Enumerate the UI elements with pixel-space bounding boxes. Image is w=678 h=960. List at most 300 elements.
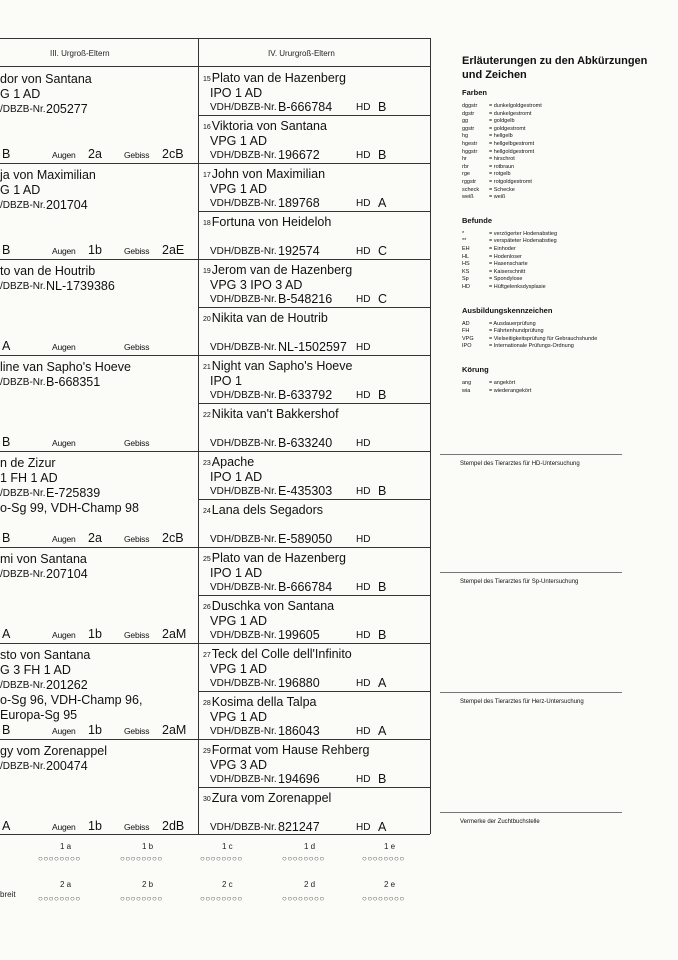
row-divider bbox=[198, 787, 430, 788]
ancestor-name: $^{25}$Plato van de Hazenberg bbox=[203, 551, 346, 565]
bite-label: 1 c bbox=[222, 842, 233, 851]
legend-row bbox=[462, 133, 513, 140]
ancestor-name: $^{15}$Plato van de Hazenberg bbox=[203, 71, 346, 85]
hd-grade: A bbox=[2, 627, 11, 641]
gebiss-label: Gebiss bbox=[124, 822, 150, 832]
ancestor-number: 18 bbox=[203, 220, 211, 227]
legend-row bbox=[462, 284, 546, 291]
registration-label: VDH/DBZB-Nr. bbox=[210, 726, 277, 737]
stamp-line bbox=[440, 692, 622, 693]
hd-grade: B bbox=[2, 723, 11, 737]
registration-number: E-435303 bbox=[278, 484, 333, 498]
bite-label: 2 e bbox=[384, 880, 396, 889]
col4-header: IV. Ururgroß-Eltern bbox=[268, 49, 335, 58]
ancestor-name: $^{29}$Format vom Hause Rehberg bbox=[203, 743, 370, 757]
legend-value: = Ausdauerprüfung bbox=[489, 320, 536, 327]
gebiss-value: 2aM bbox=[162, 723, 187, 737]
augen-label: Augen bbox=[52, 246, 76, 256]
registration-number: B-633240 bbox=[278, 436, 333, 450]
hd-grade: B bbox=[378, 580, 387, 594]
ancestor-name: n de Zizur bbox=[0, 456, 56, 470]
registration-number: E-725839 bbox=[46, 486, 101, 500]
bite-row-label: breit bbox=[0, 890, 16, 899]
row-divider bbox=[198, 691, 430, 692]
hd-label: HD bbox=[356, 630, 371, 641]
legend-value: = Vielseitigkeitsprüfung für Gebrauchshunde bbox=[489, 335, 598, 342]
legend-row bbox=[462, 194, 505, 201]
legend-value: = Fährtenhundprüfung bbox=[489, 328, 544, 335]
legend-value: = Hodenloser bbox=[489, 253, 522, 260]
legend-value: = Einhoder bbox=[489, 246, 516, 252]
registration-number: B-548216 bbox=[278, 292, 333, 306]
row-divider bbox=[198, 259, 430, 260]
legend-row bbox=[462, 343, 574, 350]
ancestor-number: 28 bbox=[203, 700, 211, 707]
legend-row bbox=[462, 336, 597, 343]
ancestor-title: VPG 3 IPO 3 AD bbox=[210, 278, 303, 292]
legend-value: = verspäteter Hodenabstieg bbox=[489, 238, 557, 245]
gebiss-label: Gebiss bbox=[124, 150, 150, 160]
column-divider bbox=[198, 38, 199, 834]
legend-key: KS bbox=[462, 268, 470, 275]
legend-value: = dunkelgestromt bbox=[489, 110, 532, 117]
legend-row bbox=[462, 118, 515, 125]
ancestor-name: $^{27}$Teck del Colle dell'Infinito bbox=[203, 647, 352, 661]
legend-key: HL bbox=[462, 253, 470, 260]
legend-key: HD bbox=[462, 284, 470, 290]
augen-label: Augen bbox=[52, 342, 76, 352]
augen-value: 1b bbox=[88, 819, 102, 833]
ancestor-name: dor von Santana bbox=[0, 72, 92, 86]
augen-value: 2a bbox=[88, 147, 102, 161]
legend-section-heading: Körung bbox=[462, 365, 489, 374]
row-divider bbox=[0, 643, 198, 644]
hd-label: HD bbox=[356, 678, 371, 689]
ancestor-number: 22 bbox=[203, 412, 211, 419]
ancestor-name: $^{23}$Apache bbox=[203, 455, 255, 469]
ancestor-number: 17 bbox=[203, 172, 211, 179]
ancestor-number: 15 bbox=[203, 76, 211, 83]
bite-dots: ○○○○○○○○ bbox=[362, 894, 405, 903]
registration-number: 201262 bbox=[46, 678, 88, 692]
registration-label: VDH/DBZB-Nr. bbox=[210, 486, 277, 497]
ancestor-number: 26 bbox=[203, 604, 211, 611]
registration-label: /DBZB-Nr. bbox=[0, 200, 46, 211]
augen-label: Augen bbox=[52, 726, 76, 736]
gebiss-value: 2dB bbox=[162, 819, 185, 833]
hd-label: HD bbox=[356, 150, 371, 161]
legend-key: scheck bbox=[462, 186, 480, 193]
ancestor-number: 27 bbox=[203, 652, 211, 659]
registration-label: VDH/DBZB-Nr. bbox=[210, 342, 277, 353]
bite-label: 2 c bbox=[222, 880, 233, 889]
hd-label: HD bbox=[356, 726, 371, 737]
registration-label: VDH/DBZB-Nr. bbox=[210, 582, 277, 593]
registration-label: VDH/DBZB-Nr. bbox=[210, 390, 277, 401]
hd-label: HD bbox=[356, 438, 371, 449]
registration-label: VDH/DBZB-Nr. bbox=[210, 630, 277, 641]
legend-value: = goldgestromt bbox=[489, 125, 526, 132]
registration-label: VDH/DBZB-Nr. bbox=[210, 150, 277, 161]
legend-row bbox=[462, 238, 557, 245]
table-header-border bbox=[0, 66, 430, 67]
legend-value: = hellgoldgestromt bbox=[489, 148, 535, 155]
legend-row bbox=[462, 388, 531, 395]
hd-label: HD bbox=[356, 198, 371, 209]
ancestor-title: 1 FH 1 AD bbox=[0, 471, 58, 485]
bite-dots: ○○○○○○○○ bbox=[200, 894, 243, 903]
registration-number: 199605 bbox=[278, 628, 320, 642]
ancestor-number: 25 bbox=[203, 556, 211, 563]
legend-key: dgstr bbox=[462, 110, 475, 117]
registration-number: B-633792 bbox=[278, 388, 333, 402]
legend-row bbox=[462, 141, 534, 148]
registration-label: VDH/DBZB-Nr. bbox=[210, 294, 277, 305]
augen-value: 2a bbox=[88, 531, 102, 545]
stamp-line bbox=[440, 454, 622, 455]
bite-dots: ○○○○○○○○ bbox=[200, 854, 243, 863]
ancestor-name: gy vom Zorenappel bbox=[0, 744, 108, 758]
ancestor-number: 16 bbox=[203, 124, 211, 131]
registration-label: VDH/DBZB-Nr. bbox=[210, 822, 277, 833]
legend-key: ggstr bbox=[462, 125, 475, 132]
table-right-border bbox=[430, 38, 431, 834]
registration-number: 207104 bbox=[46, 567, 88, 581]
legend-row bbox=[462, 164, 514, 171]
bite-label: 1 a bbox=[60, 842, 72, 851]
gebiss-value: 2cB bbox=[162, 147, 184, 161]
ancestor-name: ja von Maximilian bbox=[0, 168, 96, 182]
legend-key: hgestr bbox=[462, 141, 478, 147]
registration-label: VDH/DBZB-Nr. bbox=[210, 198, 277, 209]
ancestor-title: IPO 1 AD bbox=[210, 86, 263, 100]
legend-value: = weiß bbox=[489, 194, 506, 201]
gebiss-value: 2aM bbox=[162, 627, 187, 641]
stamp-line bbox=[440, 572, 622, 573]
gebiss-label: Gebiss bbox=[124, 630, 150, 640]
hd-grade: B bbox=[378, 100, 387, 114]
ancestor-name: mi von Santana bbox=[0, 552, 87, 566]
row-divider bbox=[0, 739, 198, 740]
legend-key: Sp bbox=[462, 276, 469, 283]
stamp-line bbox=[440, 812, 622, 813]
registration-number: NL-1502597 bbox=[278, 340, 347, 354]
legend-key: FH bbox=[462, 328, 470, 335]
ancestor-name: sto von Santana bbox=[0, 648, 91, 662]
registration-number: 196880 bbox=[278, 676, 320, 690]
hd-grade: B bbox=[378, 484, 387, 498]
augen-label: Augen bbox=[52, 630, 76, 640]
ancestor-achievement: Europa-Sg 95 bbox=[0, 708, 78, 722]
bite-label: 2 d bbox=[304, 880, 316, 889]
legend-key: gg bbox=[462, 118, 469, 125]
ancestor-name: $^{18}$Fortuna von Heideloh bbox=[203, 215, 332, 229]
bite-dots: ○○○○○○○○ bbox=[38, 894, 81, 903]
row-divider bbox=[198, 547, 430, 548]
hd-grade: B bbox=[378, 388, 387, 402]
ancestor-name: $^{20}$Nikita van de Houtrib bbox=[203, 311, 328, 325]
legend-key: ang bbox=[462, 380, 472, 386]
augen-value: 1b bbox=[88, 243, 102, 257]
registration-label: /DBZB-Nr. bbox=[0, 761, 46, 772]
bite-dots: ○○○○○○○○ bbox=[120, 894, 163, 903]
row-divider bbox=[198, 595, 430, 596]
legend-value: = wiederangekört bbox=[489, 387, 532, 394]
legend-key: dggstr bbox=[462, 103, 478, 109]
hd-label: HD bbox=[356, 390, 371, 401]
hd-label: HD bbox=[356, 582, 371, 593]
legend-key: rbr bbox=[462, 163, 469, 170]
bite-label: 1 d bbox=[304, 842, 316, 851]
bite-dots: ○○○○○○○○ bbox=[362, 854, 405, 863]
bite-dots: ○○○○○○○○ bbox=[38, 854, 81, 863]
ancestor-title: IPO 1 AD bbox=[210, 566, 263, 580]
legend-value: = Spondylose bbox=[489, 276, 523, 283]
registration-number: 192574 bbox=[278, 244, 320, 258]
hd-grade: A bbox=[378, 724, 387, 738]
ancestor-name: $^{30}$Zura vom Zorenappel bbox=[203, 791, 332, 805]
ancestor-name: $^{17}$John von Maximilian bbox=[203, 167, 326, 181]
ancestor-name: line van Sapho's Hoeve bbox=[0, 360, 131, 374]
hd-label: HD bbox=[356, 342, 371, 353]
stamp-caption: Vermerke der Zuchtbuchstelle bbox=[460, 819, 540, 825]
legend-section-heading: Ausbildungskennzeichen bbox=[462, 305, 553, 315]
ancestor-number: 19 bbox=[203, 268, 211, 275]
legend-key: AD bbox=[462, 320, 470, 327]
gebiss-value: 2aE bbox=[162, 243, 185, 257]
legend-value: = angekört bbox=[489, 380, 516, 386]
hd-grade: A bbox=[2, 339, 11, 353]
col3-header: III. Urgroß-Eltern bbox=[50, 49, 110, 58]
ancestor-title: VPG 1 AD bbox=[210, 182, 267, 196]
legend-row bbox=[462, 380, 515, 387]
augen-label: Augen bbox=[52, 822, 76, 832]
row-divider bbox=[198, 163, 430, 164]
legend-row bbox=[462, 126, 526, 133]
legend-key: IPO bbox=[462, 343, 472, 350]
hd-grade: B bbox=[378, 628, 387, 642]
hd-grade: A bbox=[378, 196, 387, 210]
legend-key: hg bbox=[462, 133, 469, 140]
registration-number: 821247 bbox=[278, 820, 320, 834]
legend-value: = hellgelb bbox=[489, 133, 513, 140]
hd-grade: C bbox=[378, 244, 388, 258]
legend-row bbox=[462, 276, 522, 283]
legend-key: HS bbox=[462, 261, 470, 268]
legend-key: ** bbox=[462, 238, 467, 245]
legend-row bbox=[462, 149, 534, 156]
ancestor-title: VPG 1 AD bbox=[210, 614, 267, 628]
registration-label: /DBZB-Nr. bbox=[0, 680, 46, 691]
registration-number: E-589050 bbox=[278, 532, 333, 546]
registration-number: 189768 bbox=[278, 196, 320, 210]
registration-label: VDH/DBZB-Nr. bbox=[210, 774, 277, 785]
legend-section-heading: Befunde bbox=[462, 215, 492, 225]
row-divider bbox=[198, 739, 430, 740]
legend-row bbox=[462, 269, 525, 276]
legend-key: weiß bbox=[462, 194, 474, 201]
ancestor-achievement: o-Sg 96, VDH-Champ 96, bbox=[0, 693, 143, 707]
row-divider bbox=[0, 451, 198, 452]
gebiss-label: Gebiss bbox=[124, 342, 150, 352]
ancestor-title: G 3 FH 1 AD bbox=[0, 663, 71, 677]
row-divider bbox=[198, 355, 430, 356]
ancestor-number: 23 bbox=[203, 460, 211, 467]
bite-dots: ○○○○○○○○ bbox=[282, 854, 325, 863]
registration-label: /DBZB-Nr. bbox=[0, 488, 46, 499]
ancestor-number: 20 bbox=[203, 316, 211, 323]
legend-value: = rotbraun bbox=[489, 163, 515, 170]
ancestor-name: to van de Houtrib bbox=[0, 264, 96, 278]
ancestor-number: 24 bbox=[203, 508, 211, 515]
row-divider bbox=[0, 259, 198, 260]
hd-grade: B bbox=[2, 147, 11, 161]
bite-dots: ○○○○○○○○ bbox=[282, 894, 325, 903]
row-divider bbox=[198, 115, 430, 116]
legend-value: = Internationale Prüfungs-Ordnung bbox=[489, 343, 574, 350]
hd-label: HD bbox=[356, 774, 371, 785]
ancestor-title: IPO 1 AD bbox=[210, 470, 263, 484]
bite-dots: ○○○○○○○○ bbox=[120, 854, 163, 863]
legend-value: = hirschrot bbox=[489, 156, 515, 163]
ancestor-title: VPG 1 AD bbox=[210, 662, 267, 676]
hd-grade: B bbox=[378, 148, 387, 162]
stamp-caption: Stempel des Tierarztes für Sp-Untersuchung bbox=[460, 579, 579, 585]
ancestor-title: G 1 AD bbox=[0, 87, 41, 101]
registration-label: /DBZB-Nr. bbox=[0, 281, 46, 292]
hd-label: HD bbox=[356, 294, 371, 305]
legend-row bbox=[462, 246, 516, 253]
stamp-caption: Stempel des Tierarztes für Herz-Untersuchung bbox=[460, 699, 584, 705]
row-divider bbox=[198, 211, 430, 212]
augen-value: 1b bbox=[88, 723, 102, 737]
legend-row bbox=[462, 179, 532, 186]
legend-row bbox=[462, 171, 511, 178]
ancestor-name: $^{16}$Viktoria von Santana bbox=[203, 119, 327, 133]
hd-label: HD bbox=[356, 486, 371, 497]
augen-label: Augen bbox=[52, 534, 76, 544]
legend-value: = verzögerter Hodenabstieg bbox=[489, 230, 558, 237]
legend-row bbox=[462, 261, 528, 268]
registration-label: /DBZB-Nr. bbox=[0, 104, 46, 115]
ancestor-title: G 1 AD bbox=[0, 183, 41, 197]
augen-label: Augen bbox=[52, 150, 76, 160]
row-divider bbox=[0, 547, 198, 548]
legend-row bbox=[462, 231, 557, 238]
legend-row bbox=[462, 254, 522, 261]
legend-key: * bbox=[462, 230, 465, 237]
legend-section-heading: Farben bbox=[462, 88, 488, 97]
legend-key: rggstr bbox=[462, 179, 477, 185]
hd-grade: A bbox=[2, 819, 11, 833]
registration-number: 205277 bbox=[46, 102, 88, 116]
registration-number: B-666784 bbox=[278, 100, 333, 114]
table-top-border bbox=[0, 38, 430, 39]
ancestor-number: 21 bbox=[203, 364, 211, 371]
stamp-caption: Stempel des Tierarztes für HD-Untersuchung bbox=[460, 461, 580, 467]
legend-value: = Hasenscharte bbox=[489, 261, 528, 268]
bite-label: 2 a bbox=[60, 880, 72, 889]
registration-number: NL-1739386 bbox=[46, 279, 115, 293]
hd-label: HD bbox=[356, 102, 371, 113]
ancestor-name: $^{19}$Jerom van de Hazenberg bbox=[203, 263, 353, 277]
hd-grade: B bbox=[2, 531, 11, 545]
legend-key: hr bbox=[462, 156, 467, 163]
gebiss-label: Gebiss bbox=[124, 534, 150, 544]
ancestor-title: VPG 3 AD bbox=[210, 758, 267, 772]
legend-row bbox=[462, 103, 542, 110]
hd-label: HD bbox=[356, 246, 371, 257]
row-divider bbox=[198, 307, 430, 308]
hd-grade: B bbox=[2, 435, 11, 449]
registration-label: VDH/DBZB-Nr. bbox=[210, 678, 277, 689]
augen-label: Augen bbox=[52, 438, 76, 448]
legend-row bbox=[462, 156, 515, 163]
row-divider bbox=[198, 643, 430, 644]
registration-number: 186043 bbox=[278, 724, 320, 738]
ancestor-name: $^{21}$Night van Sapho's Hoeve bbox=[203, 359, 353, 373]
registration-label: /DBZB-Nr. bbox=[0, 377, 46, 388]
hd-grade: B bbox=[378, 772, 387, 786]
bite-label: 1 e bbox=[384, 842, 396, 851]
table-bottom-border bbox=[0, 834, 430, 835]
ancestor-name: $^{26}$Duschka von Santana bbox=[203, 599, 335, 613]
registration-number: 194696 bbox=[278, 772, 320, 786]
hd-label: HD bbox=[356, 822, 371, 833]
hd-grade: A bbox=[378, 676, 387, 690]
legend-key: wia bbox=[462, 387, 471, 394]
ancestor-title: IPO 1 bbox=[210, 374, 242, 388]
row-divider bbox=[198, 451, 430, 452]
registration-label: VDH/DBZB-Nr. bbox=[210, 102, 277, 113]
legend-value: = Schecke bbox=[489, 186, 515, 193]
legend-value: = Kaiserschnitt bbox=[489, 268, 526, 275]
registration-number: 200474 bbox=[46, 759, 88, 773]
legend-row bbox=[462, 328, 544, 335]
legend-value: = dunkelgoldgestromt bbox=[489, 103, 542, 109]
hd-grade: C bbox=[378, 292, 388, 306]
registration-label: VDH/DBZB-Nr. bbox=[210, 438, 277, 449]
registration-number: 201704 bbox=[46, 198, 88, 212]
legend-row bbox=[462, 321, 536, 328]
bite-label: 2 b bbox=[142, 880, 154, 889]
legend-value: = rotgoldgestromt bbox=[489, 179, 532, 185]
registration-label: /DBZB-Nr. bbox=[0, 569, 46, 580]
registration-label: VDH/DBZB-Nr. bbox=[210, 534, 277, 545]
ancestor-title: VPG 1 AD bbox=[210, 134, 267, 148]
row-divider bbox=[0, 163, 198, 164]
bite-label: 1 b bbox=[142, 842, 154, 851]
registration-number: 196672 bbox=[278, 148, 320, 162]
registration-number: B-668351 bbox=[46, 375, 101, 389]
augen-value: 1b bbox=[88, 627, 102, 641]
hd-label: HD bbox=[356, 534, 371, 545]
legend-key: VPG bbox=[462, 335, 474, 342]
row-divider bbox=[0, 355, 198, 356]
legend-title: Erläuterungen zu den Abkürzungen und Zeichen bbox=[462, 55, 648, 81]
legend-row bbox=[462, 111, 531, 118]
ancestor-title: VPG 1 AD bbox=[210, 710, 267, 724]
legend-value: = rotgelb bbox=[489, 171, 511, 178]
ancestor-name: $^{28}$Kosima della Talpa bbox=[203, 695, 317, 709]
ancestor-number: 29 bbox=[203, 748, 211, 755]
hd-grade: A bbox=[378, 820, 387, 834]
legend-value: = Hüftgelenksdysplasie bbox=[489, 284, 546, 290]
ancestor-achievement: o-Sg 99, VDH-Champ 98 bbox=[0, 501, 139, 515]
legend-value: = hellgelbgestromt bbox=[489, 141, 535, 147]
ancestor-number: 30 bbox=[203, 796, 211, 803]
row-divider bbox=[198, 499, 430, 500]
